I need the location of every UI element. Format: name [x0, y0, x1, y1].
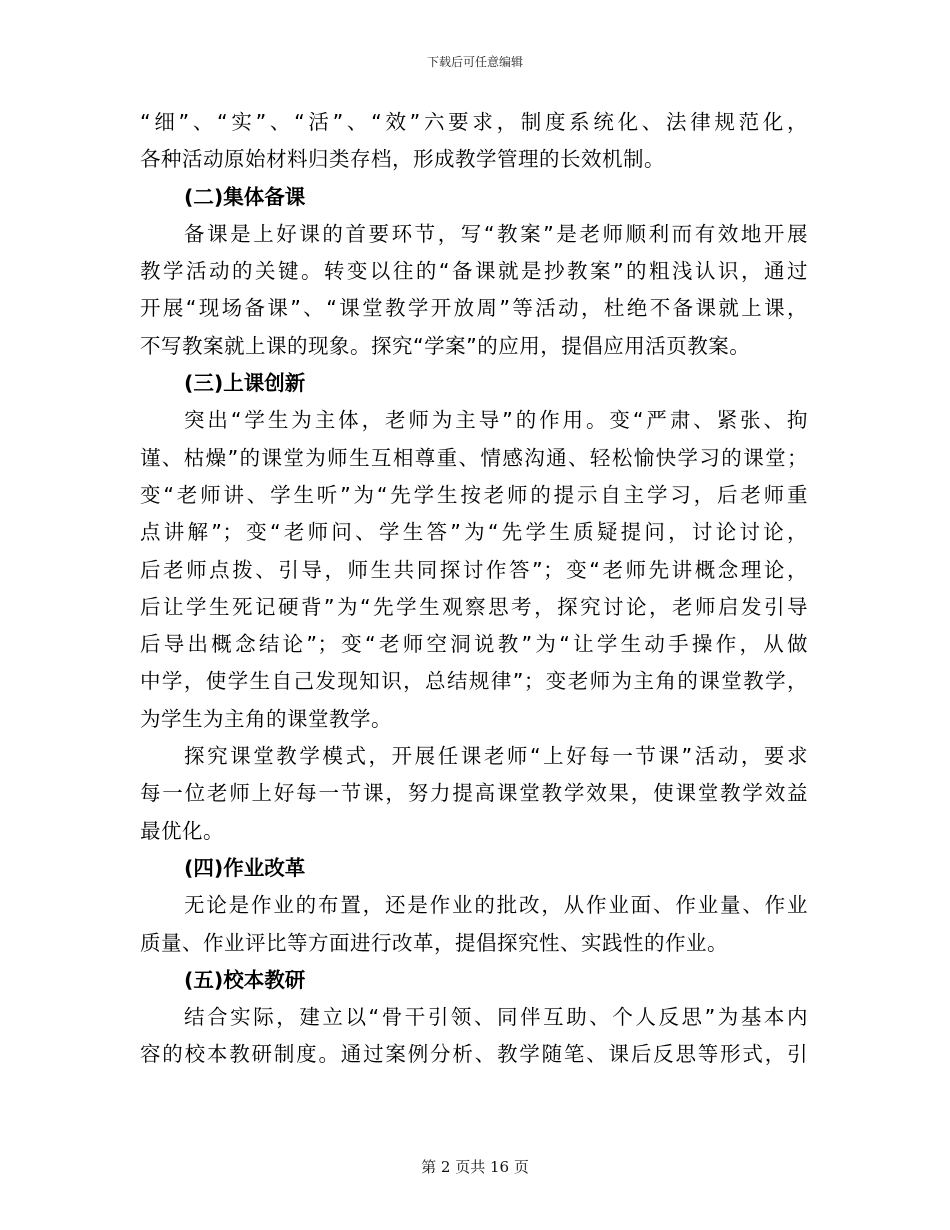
paragraph	[140, 402, 808, 738]
text-line: 为学生为主角的课堂教学。	[140, 706, 392, 731]
paragraph	[140, 738, 808, 850]
text-line: 无论是作业的布置，还是作业的批改，从作业面、作业量、作业	[184, 893, 808, 918]
text-line: 谨、枯燥”的课堂为师生互相尊重、情感沟通、轻松愉快学习的课堂；	[140, 445, 808, 470]
text-line: 突出“学生为主体，老师为主导”的作用。变“严肃、紧张、拘	[184, 408, 808, 433]
text-line: 容的校本教研制度。通过案例分析、教学随笔、课后反思等形式，引	[140, 1042, 808, 1067]
section-heading: (二)集体备课	[184, 184, 306, 209]
text-line: 后老师点拨、引导，师生共同探讨作答”；变“老师先讲概念理论，	[140, 557, 808, 582]
text-line: 探究课堂教学模式，开展任课老师“上好每一节课”活动，要求	[184, 744, 808, 769]
text-line: 后导出概念结论”；变“老师空洞说教”为“让学生动手操作，从做	[140, 632, 808, 657]
page-footer: 第 2 页共 16 页	[421, 1158, 529, 1176]
text-line: 教学活动的关键。转变以往的“备课就是抄教案”的粗浅认识，通过	[140, 259, 808, 284]
paragraph	[140, 999, 808, 1074]
text-line: 结合实际，建立以“骨干引领、同伴互助、个人反思”为基本内	[184, 1005, 808, 1030]
text-line: 质量、作业评比等方面进行改革，提倡探究性、实践性的作业。	[140, 930, 728, 955]
text-line: 各种活动原始材料归类存档，形成教学管理的长效机制。	[140, 147, 665, 172]
text-line: 后让学生死记硬背”为“先学生观察思考，探究讨论，老师启发引导	[140, 594, 808, 619]
text-line: 每一位老师上好每一节课，努力提高课堂教学效果，使课堂教学效益	[140, 781, 808, 806]
paragraph	[140, 887, 808, 962]
page-header: 下载后可任意编辑	[426, 55, 523, 69]
text-line: 开展“现场备课”、“课堂教学开放周”等活动，杜绝不备课就上课，	[140, 296, 808, 321]
text-line: 不写教案就上课的现象。探究“学案”的应用，提倡应用活页教案。	[140, 333, 751, 358]
text-line: 备课是上好课的首要环节，写“教案”是老师顺利而有效地开展	[184, 221, 808, 246]
paragraph	[140, 216, 808, 365]
section-heading: (四)作业改革	[184, 855, 306, 880]
text-line: 点讲解”；变“老师问、学生答”为“先学生质疑提问，讨论讨论，	[140, 520, 808, 545]
section-heading: (五)校本教研	[184, 967, 306, 992]
text-line: 中学，使学生自己发现知识，总结规律”；变老师为主角的课堂教学，	[140, 669, 808, 694]
text-line: “细”、“实”、“活”、“效”六要求，制度系统化、法律规范化，	[140, 110, 808, 134]
paragraph	[140, 104, 808, 179]
text-line: 变“老师讲、学生听”为“先学生按老师的提示自主学习，后老师重	[140, 482, 808, 507]
document-body	[140, 104, 808, 1074]
text-line: 最优化。	[140, 818, 224, 843]
section-heading: (三)上课创新	[184, 371, 306, 396]
